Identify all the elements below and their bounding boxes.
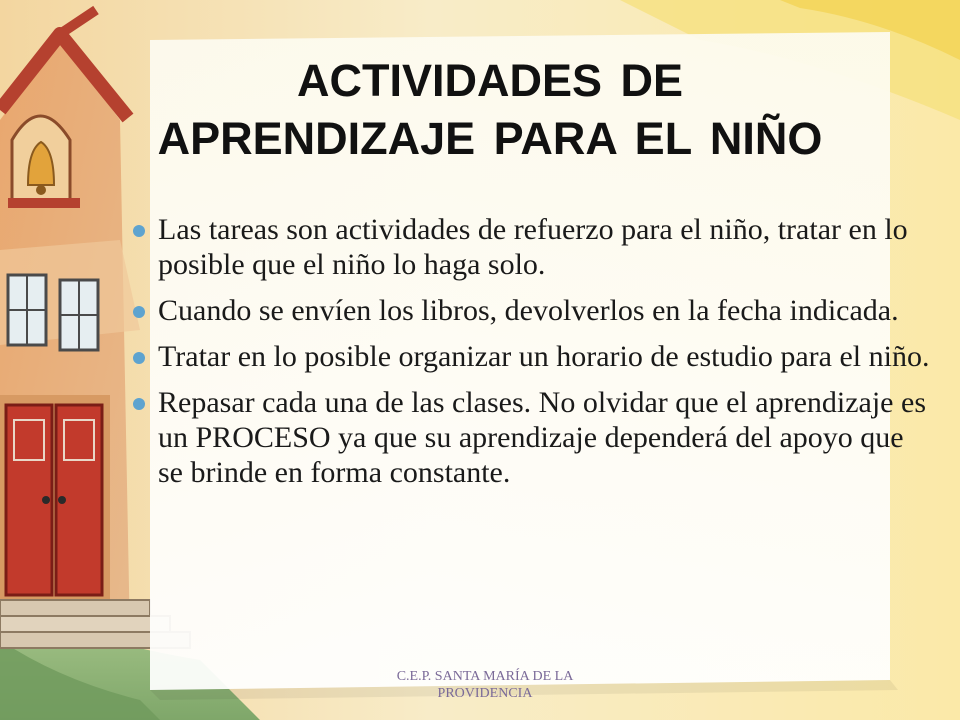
bullet-icon — [133, 225, 145, 237]
bullet-item — [130, 385, 930, 490]
bullet-text: Las tareas son actividades de refuerzo para el niño, tratar en lo posible que el niño lo haga solo. — [158, 213, 908, 281]
slide-title-line: ACTIVIDADES DE — [296, 55, 684, 106]
bullet-text: Cuando se envíen los libros, devolverlos en la fecha indicada. — [158, 294, 899, 327]
bullet-icon — [133, 306, 145, 318]
slide-footer: C.E.P. SANTA MARÍA DE LA PROVIDENCIA — [396, 669, 574, 701]
slide-title — [80, 52, 900, 168]
bullet-icon — [133, 398, 145, 410]
bullet-list — [130, 212, 930, 501]
bullet-icon — [133, 352, 145, 364]
bullet-item — [130, 339, 930, 374]
bullet-text: Tratar en lo posible organizar un horario de estudio para el niño. — [158, 340, 930, 373]
bullet-item — [130, 293, 930, 328]
bullet-text: Repasar cada una de las clases. No olvidar que el aprendizaje es un PROCESO ya que su aprendizaje dependerá del apoyo que se brinde en forma constante. — [158, 386, 926, 489]
slide-title-line: APRENDIZAJE PARA EL NIÑO — [157, 113, 823, 164]
bullet-item — [130, 212, 930, 282]
